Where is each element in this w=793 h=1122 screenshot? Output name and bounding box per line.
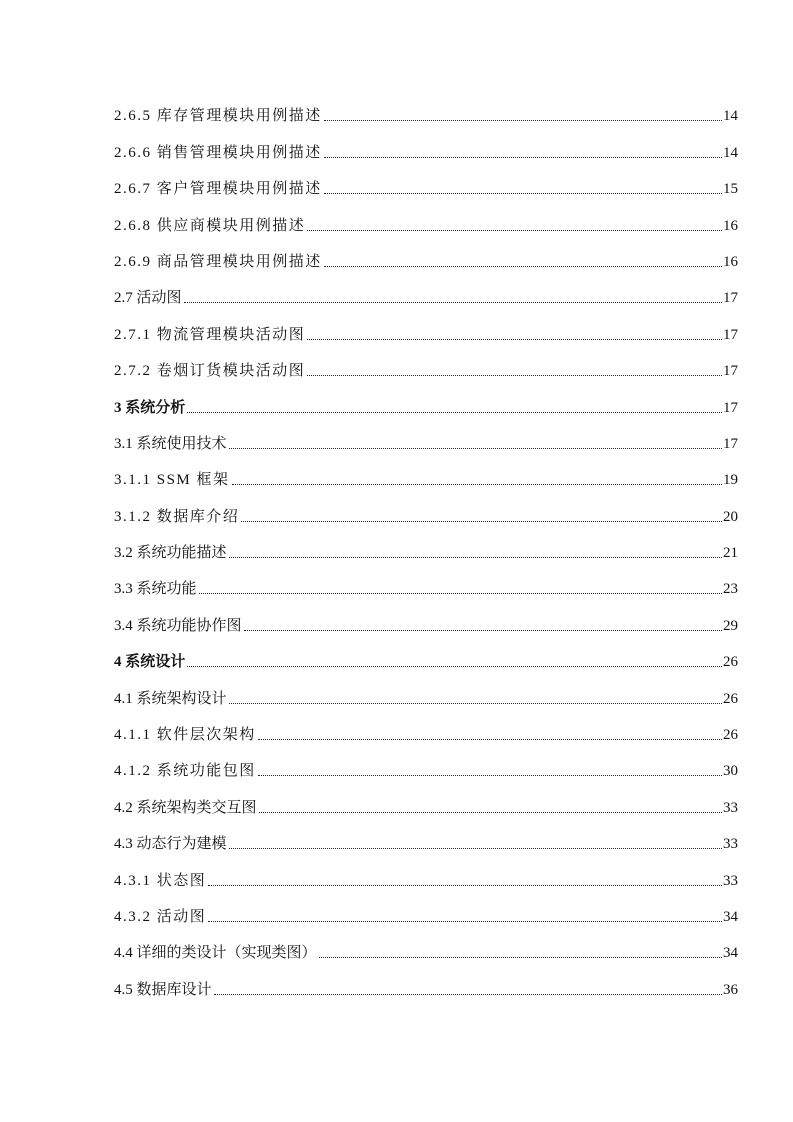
toc-entry-title: 2.6.7 客户管理模块用例描述: [114, 181, 322, 198]
toc-entry-title: 2.6.5 库存管理模块用例描述: [114, 108, 322, 125]
toc-dot-leader: [259, 812, 722, 813]
toc-dot-leader: [187, 666, 722, 667]
toc-entry-page-number: 15: [723, 181, 738, 198]
toc-dot-leader: [229, 703, 722, 704]
toc-entry-page-number: 33: [723, 836, 738, 853]
toc-dot-leader: [208, 885, 722, 886]
toc-entry[interactable]: [114, 927, 738, 963]
toc-entry-title: 4.4 详细的类设计（实现类图）: [114, 945, 317, 962]
toc-entry[interactable]: [114, 672, 738, 708]
toc-entry-title: 3.3 系统功能: [114, 581, 197, 598]
toc-entry-page-number: 17: [723, 435, 738, 452]
toc-entry[interactable]: [114, 781, 738, 817]
toc-entry[interactable]: [114, 381, 738, 417]
toc-entry[interactable]: [114, 527, 738, 563]
toc-entry[interactable]: [114, 345, 738, 381]
toc-entry-title: 2.6.9 商品管理模块用例描述: [114, 253, 322, 270]
toc-entry[interactable]: [114, 126, 738, 162]
toc-entry-title: 4.5 数据库设计: [114, 981, 212, 998]
toc-entry[interactable]: [114, 636, 738, 672]
toc-entry-title: 2.6.8 供应商模块用例描述: [114, 217, 306, 234]
toc-entry-title: 4.1.1 软件层次架构: [114, 727, 256, 744]
toc-dot-leader: [324, 120, 722, 121]
toc-dot-leader: [324, 157, 722, 158]
toc-entry-page-number: 20: [723, 508, 738, 525]
toc-entry[interactable]: [114, 891, 738, 927]
toc-dot-leader: [184, 302, 722, 303]
toc-dot-leader: [241, 521, 722, 522]
toc-entry-page-number: 36: [723, 981, 738, 998]
toc-entry[interactable]: [114, 490, 738, 526]
toc-entry-title: 4.3 动态行为建模: [114, 836, 227, 853]
toc-dot-leader: [229, 448, 722, 449]
toc-entry-title: 3.4 系统功能协作图: [114, 617, 242, 634]
toc-entry-page-number: 23: [723, 581, 738, 598]
toc-dot-leader: [229, 848, 722, 849]
toc-dot-leader: [307, 339, 722, 340]
toc-entry-title: 4 系统设计: [114, 654, 186, 671]
toc-entry[interactable]: [114, 745, 738, 781]
toc-entry-page-number: 30: [723, 763, 738, 780]
toc-entry-page-number: 34: [723, 945, 738, 962]
toc-entry-title: 3.1.2 数据库介绍: [114, 508, 240, 525]
toc-entry[interactable]: [114, 454, 738, 490]
toc-entry-page-number: 17: [723, 399, 738, 416]
toc-entry-title: 3 系统分析: [114, 399, 186, 416]
toc-entry-page-number: 16: [723, 217, 738, 234]
toc-dot-leader: [208, 921, 722, 922]
toc-entry-title: 4.2 系统架构类交互图: [114, 799, 257, 816]
toc-dot-leader: [307, 375, 722, 376]
toc-entry-title: 4.3.1 状态图: [114, 872, 207, 889]
toc-entry-page-number: 26: [723, 654, 738, 671]
toc-dot-leader: [229, 557, 722, 558]
toc-dot-leader: [199, 593, 722, 594]
toc-entry-page-number: 19: [723, 472, 738, 489]
toc-dot-leader: [258, 775, 722, 776]
toc-entry-title: 4.1 系统架构设计: [114, 690, 227, 707]
toc-entry[interactable]: [114, 272, 738, 308]
toc-entry-page-number: 33: [723, 799, 738, 816]
toc-entry[interactable]: [114, 199, 738, 235]
toc-dot-leader: [258, 739, 722, 740]
toc-entry-title: 3.1.1 SSM 框架: [114, 472, 230, 489]
toc-entry[interactable]: [114, 709, 738, 745]
toc-entry-page-number: 33: [723, 872, 738, 889]
toc-entry-page-number: 34: [723, 908, 738, 925]
toc-dot-leader: [244, 630, 722, 631]
toc-dot-leader: [232, 484, 722, 485]
toc-entry-page-number: 29: [723, 617, 738, 634]
toc-entry-page-number: 26: [723, 727, 738, 744]
toc-entry-title: 3.1 系统使用技术: [114, 435, 227, 452]
toc-entry[interactable]: [114, 163, 738, 199]
toc-entry[interactable]: [114, 236, 738, 272]
toc-entry[interactable]: [114, 90, 738, 126]
toc-dot-leader: [307, 230, 722, 231]
toc-dot-leader: [324, 266, 722, 267]
toc-entry-title: 2.7.2 卷烟订货模块活动图: [114, 363, 306, 380]
toc-entry[interactable]: [114, 563, 738, 599]
toc-entry-title: 4.1.2 系统功能包图: [114, 763, 256, 780]
toc-entry-title: 2.7 活动图: [114, 290, 182, 307]
toc-entry[interactable]: [114, 963, 738, 999]
toc-dot-leader: [319, 957, 722, 958]
toc-entry-page-number: 14: [723, 144, 738, 161]
toc-dot-leader: [214, 994, 722, 995]
toc-entry-page-number: 26: [723, 690, 738, 707]
toc-dot-leader: [187, 412, 722, 413]
table-of-contents: [114, 90, 738, 1000]
toc-entry[interactable]: [114, 818, 738, 854]
toc-entry[interactable]: [114, 599, 738, 635]
toc-entry-page-number: 17: [723, 326, 738, 343]
toc-entry-title: 2.7.1 物流管理模块活动图: [114, 326, 306, 343]
toc-entry[interactable]: [114, 418, 738, 454]
toc-entry-title: 2.6.6 销售管理模块用例描述: [114, 144, 322, 161]
toc-entry-title: 4.3.2 活动图: [114, 908, 207, 925]
toc-dot-leader: [324, 193, 722, 194]
toc-entry[interactable]: [114, 854, 738, 890]
toc-entry-page-number: 17: [723, 290, 738, 307]
toc-entry[interactable]: [114, 308, 738, 344]
toc-entry-title: 3.2 系统功能描述: [114, 545, 227, 562]
toc-entry-page-number: 17: [723, 363, 738, 380]
toc-entry-page-number: 14: [723, 108, 738, 125]
toc-entry-page-number: 16: [723, 253, 738, 270]
toc-entry-page-number: 21: [723, 545, 738, 562]
